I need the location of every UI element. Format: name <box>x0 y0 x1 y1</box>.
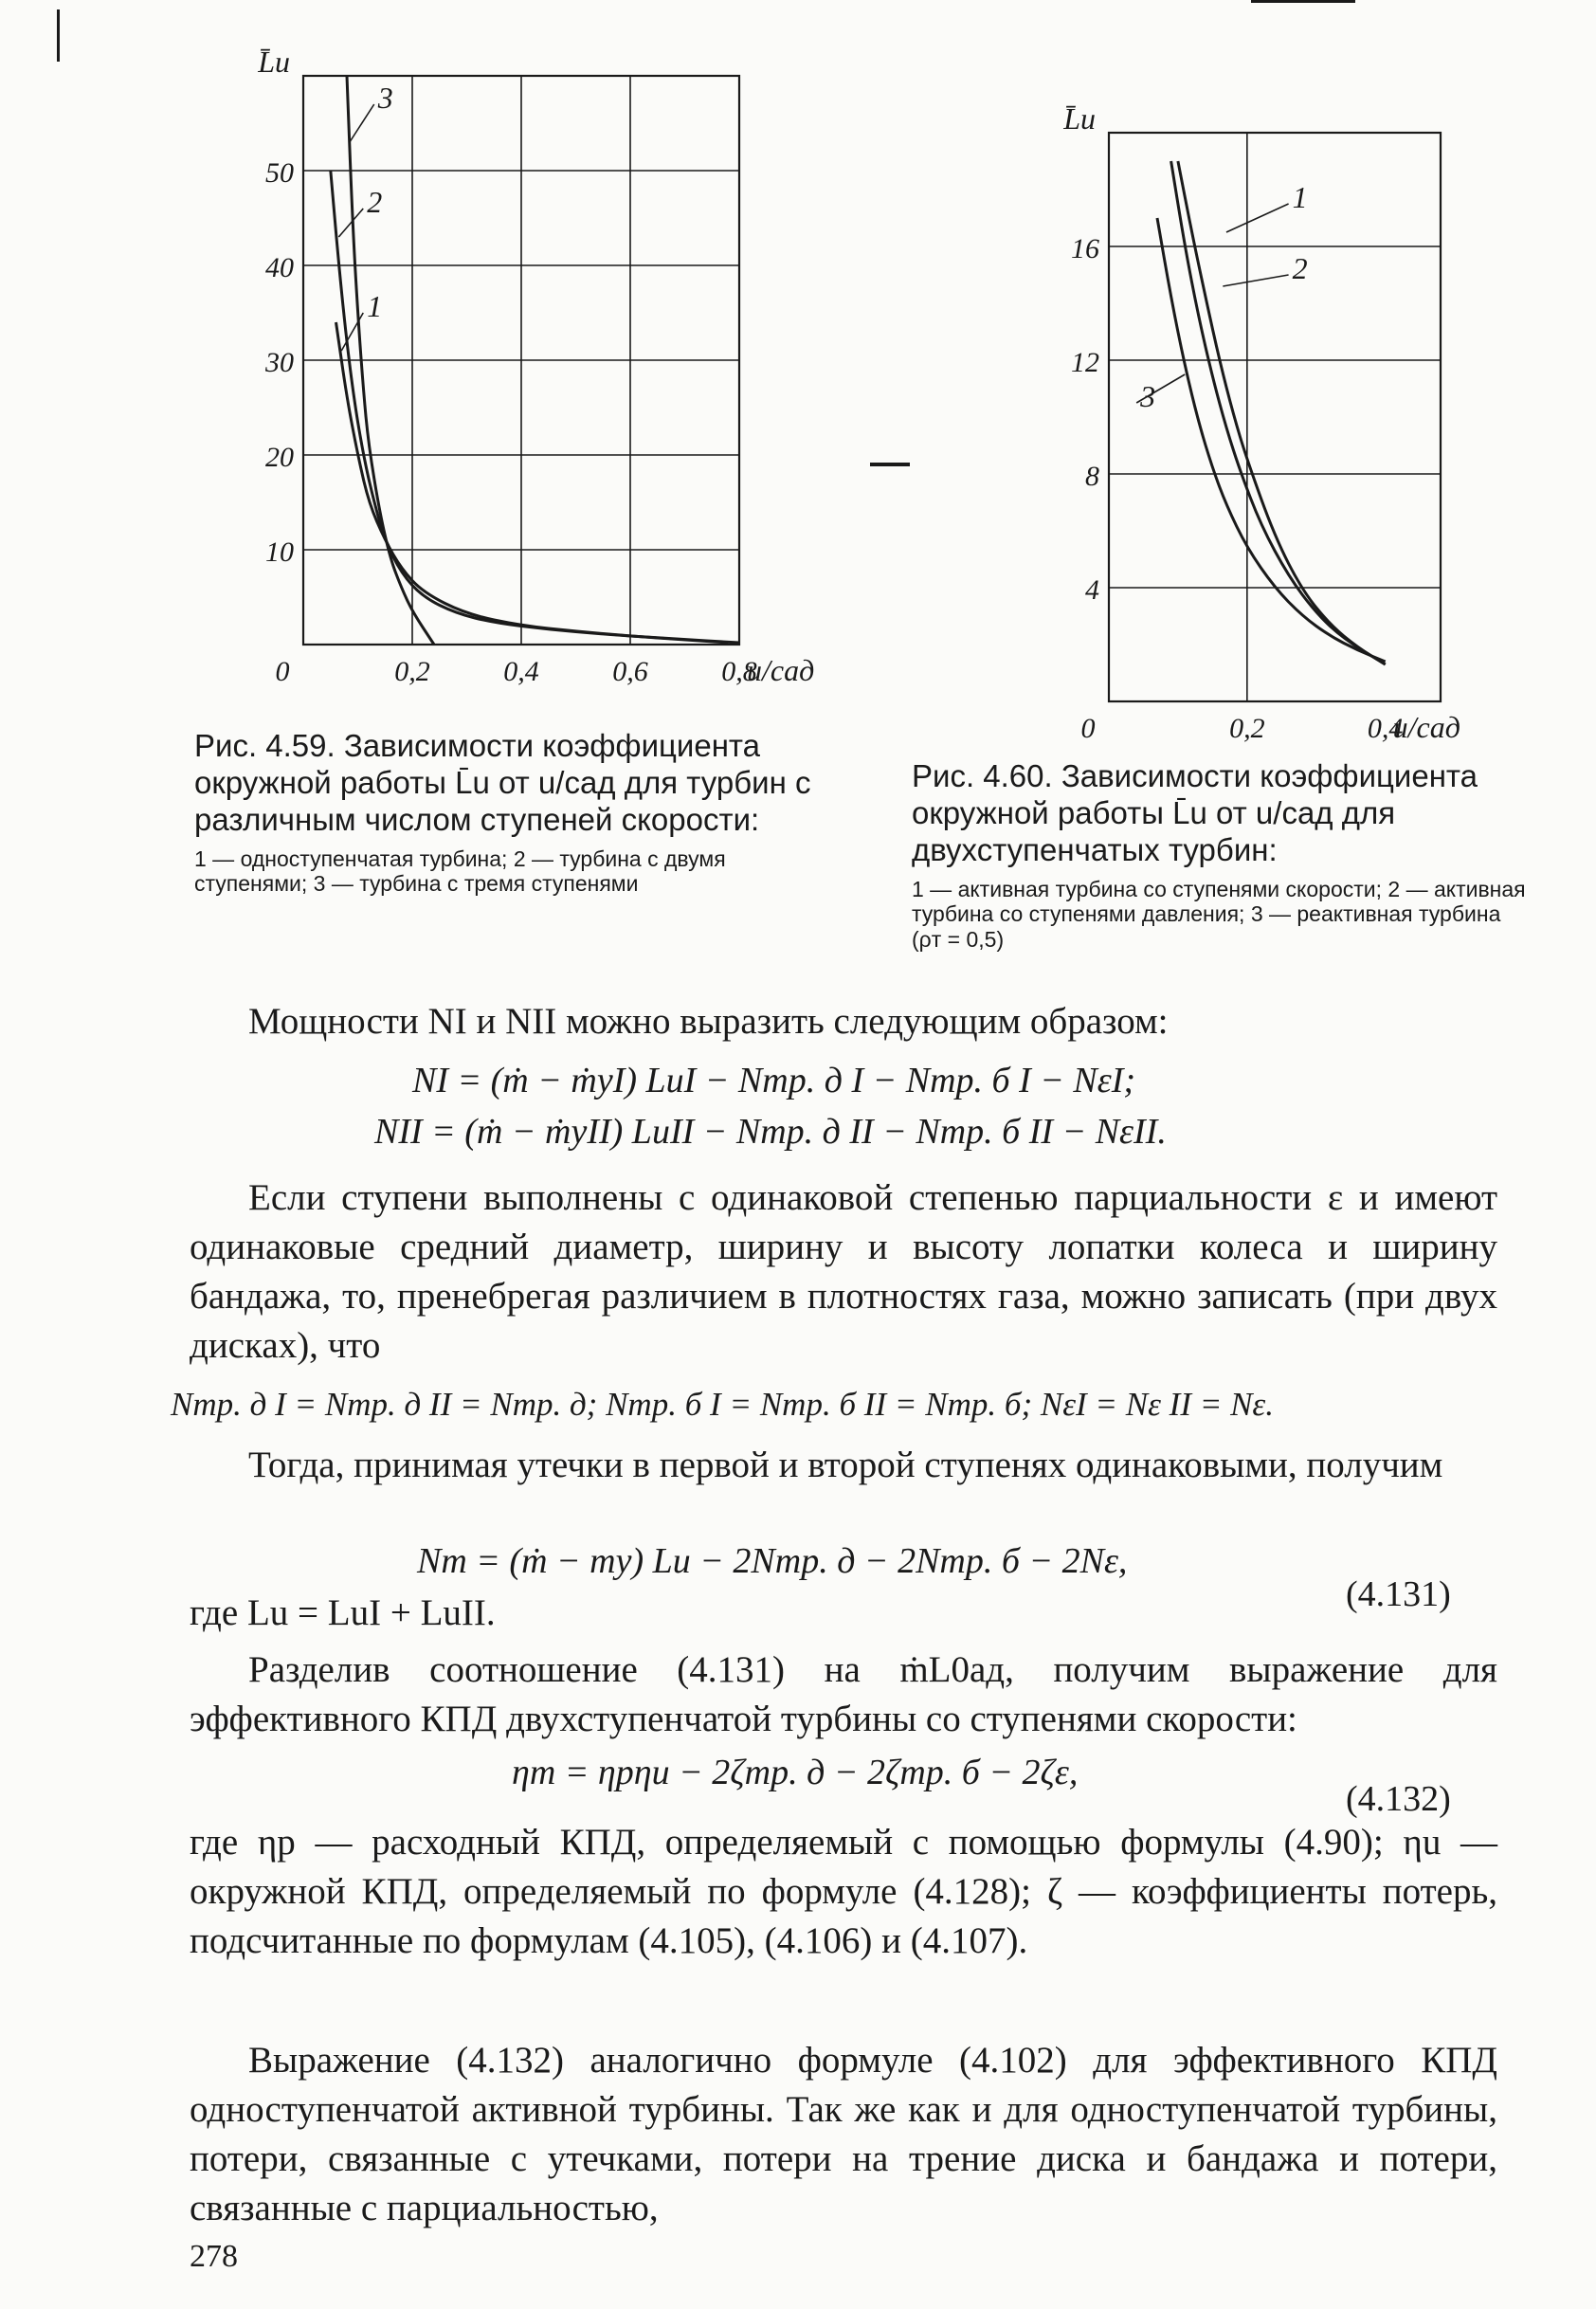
f1-leader-0 <box>350 104 374 142</box>
paragraph-if: Если ступени выполнены с одинаковой степенью парциальности ε и имеют одинаковые средний диаметр, ширину и высоту лопатки колеса и ширину бандажа, то, пренебрегая различием в плотностях газа, можно записать (при двух дисках), что <box>190 1177 1497 1366</box>
equation-n2: NII = (ṁ − ṁуII) LuII − Nтр. д II − Nтр. б II − NεII. <box>374 1112 1167 1152</box>
scan-dash <box>870 463 910 466</box>
f1-ytick-2: 30 <box>265 347 294 378</box>
paragraph-intro: Мощности NI и NII можно выразить следующим образом: <box>248 1001 1169 1042</box>
fig460-caption-title: Рис. 4.60. Зависимости коэффициента окружной работы L̄u от u/cад для двухступенчатых турбин: <box>912 758 1478 867</box>
equation-equalities: Nтр. д I = Nтр. д II = Nтр. д; Nтр. б I = Nтр. б II = Nтр. б; NεI = Nε II = Nε. <box>171 1386 1274 1423</box>
f1-curve-1 <box>336 322 729 643</box>
paragraph-expression: Выражение (4.132) аналогично формуле (4.102) для эффективного КПД одноступенчатой активной турбины. Так же как и для одноступенчатой турбины, потери, связанные с утечками, потери на трение диска и бандажа и потери, связанные с парциальностью, <box>190 2040 1497 2228</box>
f2-xtick-2: 0,4 <box>1367 713 1404 744</box>
figure-4-59-chart <box>256 45 815 720</box>
f1-xlabel: u/cад <box>747 653 815 687</box>
paragraph-where-eta: где ηр — расходный КПД, определяемый с помощью формулы (4.90); ηu — окружной КПД, определяемый по формуле (4.128); ζ — коэффициенты потерь, подсчитанные по формулам (4.105), (4.106) и (4.107). <box>190 1822 1497 1961</box>
figure-4-60-caption <box>912 758 1528 952</box>
f2-curve-label-1: 2 <box>1292 251 1308 285</box>
text-where-lu: где Lu = LuI + LuII. <box>190 1592 496 1633</box>
f1-xtick-1: 0,2 <box>394 656 430 687</box>
equation-number-4-132: (4.132) <box>1346 1779 1451 1819</box>
f2-ytick-3: 4 <box>1085 574 1099 606</box>
equation-n1: NI = (ṁ − ṁуI) LuI − Nтр. д I − Nтр. б I − NεI; <box>412 1061 1136 1100</box>
f1-curve-label-1: 2 <box>367 185 383 219</box>
fig459-grid <box>303 76 739 645</box>
f1-curve-2 <box>331 171 739 643</box>
page-number: 278 <box>190 2239 238 2274</box>
f2-leader-1 <box>1223 275 1288 286</box>
f1-ytick-1: 40 <box>265 252 294 283</box>
f1-ylabel: L̄u <box>258 45 290 79</box>
paragraph-then: Тогда, принимая утечки в первой и второй ступенях одинаковыми, получим <box>248 1445 1443 1485</box>
equation-4-131: Nт = (ṁ − mу) Lu − 2Nтр. д − 2Nтр. б − 2Nε, <box>417 1541 1128 1581</box>
figure-4-59-caption <box>194 728 820 897</box>
fig460-curves <box>1157 161 1386 664</box>
f2-curve-label-2: 3 <box>1140 379 1156 413</box>
equation-4-132: ηт = ηpηu − 2ζтр. д − 2ζтр. б − 2ζε, <box>512 1753 1079 1792</box>
fig460-caption-legend: 1 — активная турбина со ступенями скорости; 2 — активная турбина со ступенями давления; 3 — реактивная турбина (ρт = 0,5) <box>912 876 1526 952</box>
figure-4-60-chart <box>1043 101 1497 749</box>
f2-xlabel: u/cад <box>1392 710 1460 744</box>
f1-curve-label-0: 3 <box>377 81 393 115</box>
f2-ytick-0: 16 <box>1071 233 1099 264</box>
f1-xtick-4: 0,8 <box>721 656 757 687</box>
f1-curve-label-2: 1 <box>367 289 383 323</box>
f2-ytick-1: 12 <box>1071 347 1099 378</box>
fig460-labels <box>1062 101 1460 744</box>
fig459-caption-legend: 1 — одноступенчатая турбина; 2 — турбина с двумя ступенями; 3 — турбина с тремя ступенями <box>194 845 726 897</box>
f2-curve-1 <box>1178 161 1386 664</box>
f1-ytick-3: 20 <box>265 442 294 473</box>
paragraph-divide: Разделив соотношение (4.131) на ṁL0ад, получим выражение для эффективного КПД двухступенчатой турбины со ступенями скорости: <box>190 1649 1497 1739</box>
fig459-caption-title: Рис. 4.59. Зависимости коэффициента окружной работы L̄u от u/cад для турбин с различным числом ступеней скорости: <box>194 728 811 837</box>
fig459-labels <box>257 45 814 687</box>
f1-xtick-3: 0,6 <box>612 656 648 687</box>
f1-xtick-2: 0,4 <box>503 656 539 687</box>
f2-ytick-2: 8 <box>1085 461 1099 492</box>
scan-mark-left <box>57 9 60 62</box>
f2-xtick-1: 0,2 <box>1229 713 1265 744</box>
f1-ytick-4: 10 <box>265 536 294 568</box>
f2-xtick-0: 0 <box>1080 713 1096 744</box>
equation-number-4-131: (4.131) <box>1346 1574 1451 1614</box>
f1-xtick-0: 0 <box>275 656 290 687</box>
scan-mark-top <box>1251 0 1355 3</box>
f2-leader-0 <box>1226 204 1289 232</box>
f2-ylabel: L̄u <box>1063 101 1096 136</box>
f2-curve-label-0: 1 <box>1292 180 1308 214</box>
f1-ytick-0: 50 <box>265 157 294 189</box>
